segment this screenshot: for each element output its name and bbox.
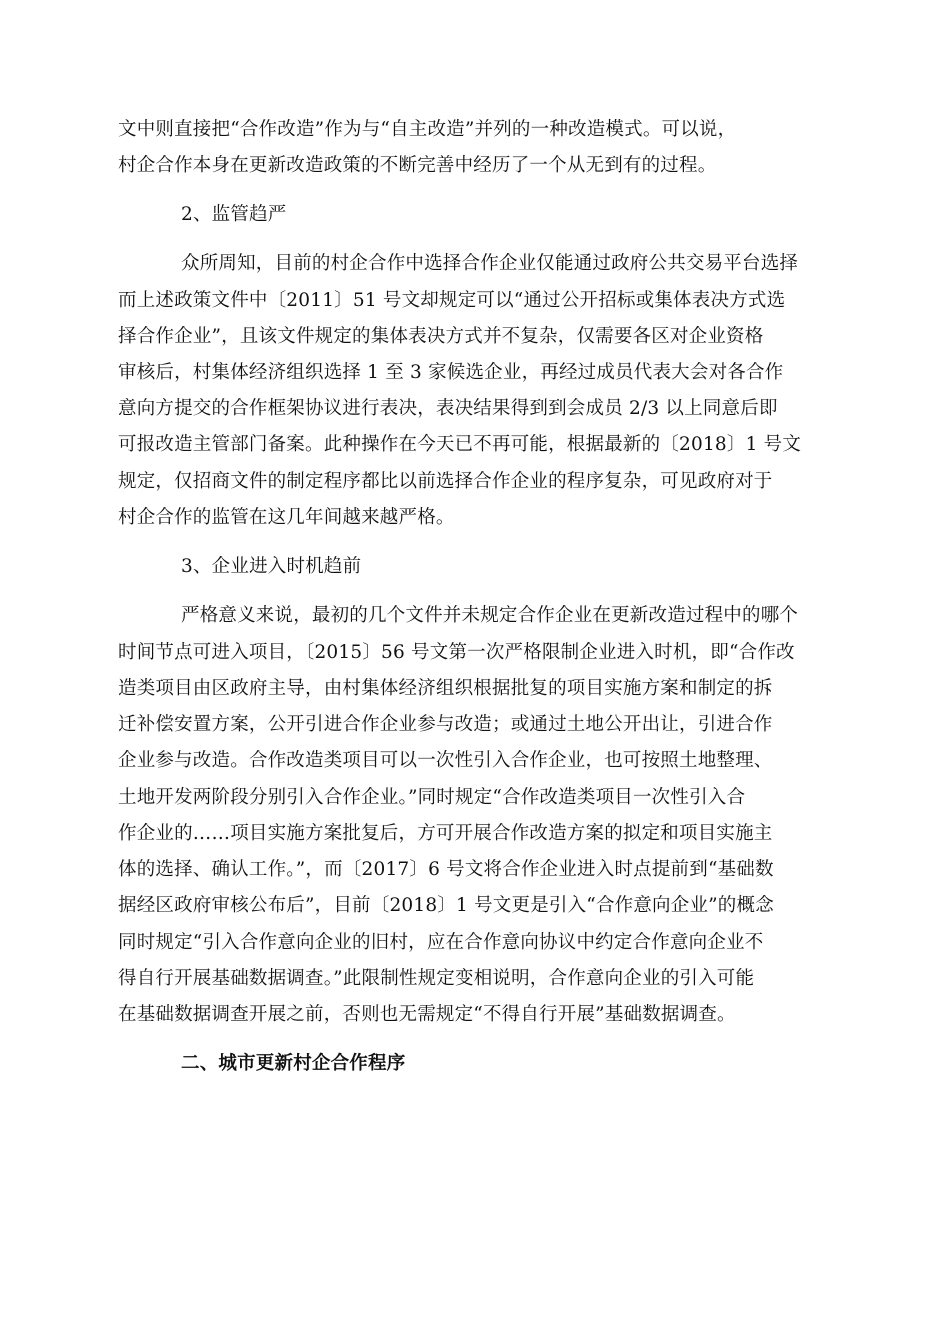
paragraph-line: 土地开发两阶段分别引入合作企业。”同时规定“合作改造类项目一次性引入合 bbox=[118, 787, 746, 808]
paragraph-line: 择合作企业”，且该文件规定的集体表决方式并不复杂，仅需要各区对企业资格 bbox=[118, 326, 764, 347]
paragraph-line: 据经区政府审核公布后”，目前〔2018〕1 号文更是引入“合作意向企业”的概念 bbox=[118, 895, 774, 916]
chapter-heading: 二、城市更新村企合作程序 bbox=[181, 1053, 406, 1074]
paragraph-line: 在基础数据调查开展之前，否则也无需规定“不得自行开展”基础数据调查。 bbox=[118, 1004, 736, 1025]
paragraph-line: 企业参与改造。合作改造类项目可以一次性引入合作企业，也可按照土地整理、 bbox=[118, 750, 773, 771]
paragraph-line: 得自行开展基础数据调查。”此限制性规定变相说明，合作意向企业的引入可能 bbox=[118, 968, 755, 989]
paragraph-line: 而上述政策文件中〔2011〕51 号文却规定可以“通过公开招标或集体表决方式选 bbox=[118, 290, 786, 311]
paragraph-line: 众所周知，目前的村企合作中选择合作企业仅能通过政府公共交易平台选择 bbox=[181, 253, 799, 274]
paragraph-line: 村企合作本身在更新改造政策的不断完善中经历了一个从无到有的过程。 bbox=[118, 155, 717, 176]
section-heading: 3、企业进入时机趋前 bbox=[181, 556, 362, 577]
paragraph-line: 文中则直接把“合作改造”作为与“自主改造”并列的一种改造模式。可以说， bbox=[118, 119, 737, 140]
paragraph-line: 体的选择、确认工作。”，而〔2017〕6 号文将合作企业进入时点提前到“基础数 bbox=[118, 859, 774, 880]
paragraph-line: 可报改造主管部门备案。此种操作在今天已不再可能，根据最新的〔2018〕1 号文 bbox=[118, 434, 802, 455]
paragraph-line: 审核后，村集体经济组织选择 1 至 3 家候选企业，再经过成员代表大会对各合作 bbox=[118, 362, 784, 383]
paragraph-line: 意向方提交的合作框架协议进行表决，表决结果得到到会成员 2/3 以上同意后即 bbox=[118, 398, 778, 419]
paragraph-line: 规定，仅招商文件的制定程序都比以前选择合作企业的程序复杂，可见政府对于 bbox=[118, 471, 773, 492]
paragraph-line: 迁补偿安置方案，公开引进合作企业参与改造；或通过土地公开出让，引进合作 bbox=[118, 714, 773, 735]
paragraph-line: 时间节点可进入项目，〔2015〕56 号文第一次严格限制企业进入时机，即“合作改 bbox=[118, 642, 795, 663]
paragraph-line: 同时规定“引入合作意向企业的旧村，应在合作意向协议中约定合作意向企业不 bbox=[118, 932, 764, 953]
section-heading: 2、监管趋严 bbox=[181, 204, 287, 225]
paragraph-line: 造类项目由区政府主导，由村集体经济组织根据批复的项目实施方案和制定的拆 bbox=[118, 678, 773, 699]
paragraph-line: 严格意义来说，最初的几个文件并未规定合作企业在更新改造过程中的哪个 bbox=[181, 605, 799, 626]
paragraph-line: 村企合作的监管在这几年间越来越严格。 bbox=[118, 507, 455, 528]
paragraph-line: 作企业的……项目实施方案批复后，方可开展合作改造方案的拟定和项目实施主 bbox=[118, 823, 773, 844]
